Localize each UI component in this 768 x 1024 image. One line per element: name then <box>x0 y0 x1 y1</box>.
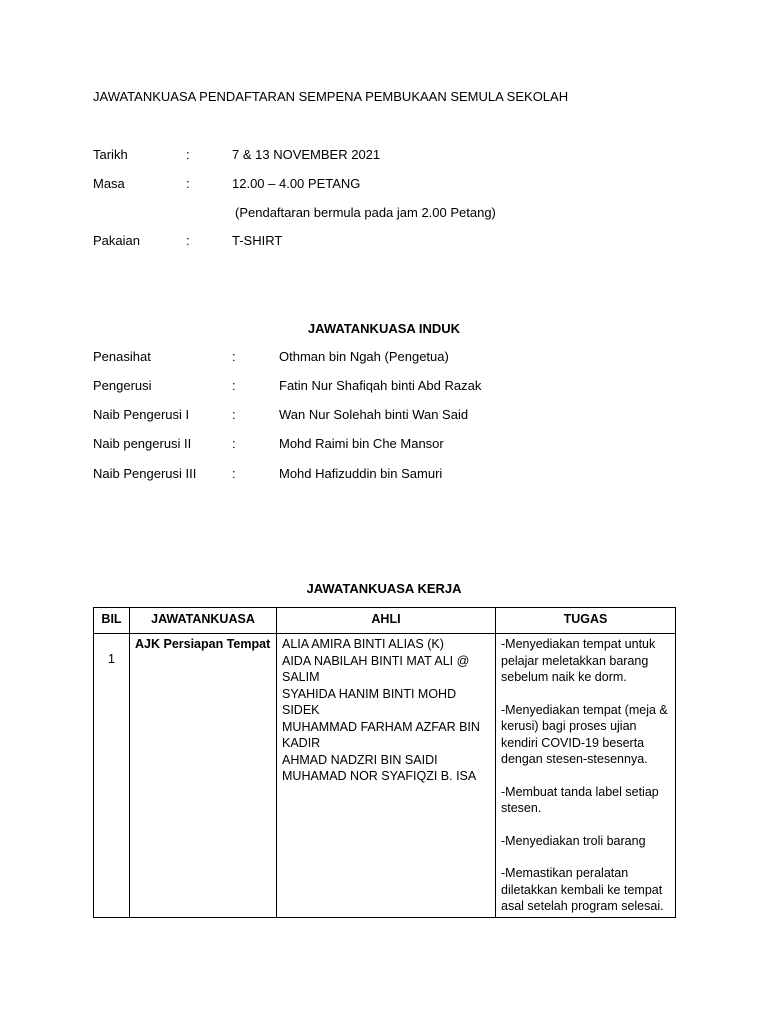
masa-note: (Pendaftaran bermula pada jam 2.00 Petang) <box>235 205 496 220</box>
masa-colon: : <box>186 176 190 191</box>
tugas-item: -Menyediakan tempat (meja & kerusi) bagi proses ujian kendiri COVID-19 beserta dengan stesen-stesennya. <box>501 702 668 766</box>
tugas-item: -Menyediakan tempat untuk pelajar meletakkan barang sebelum naik ke dorm. <box>501 637 656 684</box>
header-jawatankuasa: JAWATANKUASA <box>130 608 277 634</box>
induk-name: Mohd Raimi bin Che Mansor <box>279 436 444 451</box>
ahli-line: ALIA AMIRA BINTI ALIAS (K) <box>282 637 444 651</box>
tarikh-label: Tarikh <box>93 147 128 162</box>
induk-role: Pengerusi <box>93 378 152 393</box>
induk-colon: : <box>232 378 236 393</box>
tugas-item: -Membuat tanda label setiap stesen. <box>501 784 659 815</box>
induk-colon: : <box>232 407 236 422</box>
induk-colon: : <box>232 436 236 451</box>
tugas-item: -Memastikan peralatan diletakkan kembali ke tempat asal setelah program selesai. <box>501 866 664 913</box>
ahli-line: KADIR <box>282 736 321 750</box>
induk-role: Naib pengerusi II <box>93 436 192 451</box>
header-bil: BIL <box>94 608 130 634</box>
induk-name: Fatin Nur Shafiqah binti Abd Razak <box>279 378 482 393</box>
induk-role: Naib Pengerusi I <box>93 407 190 422</box>
masa-value: 12.00 – 4.00 PETANG <box>232 176 361 191</box>
kerja-heading: JAWATANKUASA KERJA <box>306 581 462 596</box>
induk-role: Naib Pengerusi III <box>93 466 197 481</box>
induk-name: Wan Nur Solehah binti Wan Said <box>279 407 469 422</box>
row-jawatankuasa: AJK Persiapan Tempat <box>130 634 277 918</box>
induk-colon: : <box>232 466 236 481</box>
ahli-line: MUHAMMAD FARHAM AZFAR BIN <box>282 719 480 734</box>
document-title: JAWATANKUASA PENDAFTARAN SEMPENA PEMBUKAAN SEMULA SEKOLAH <box>93 89 569 104</box>
induk-name: Othman bin Ngah (Pengetua) <box>279 349 449 364</box>
table-header-row <box>94 608 676 634</box>
induk-role: Penasihat <box>93 349 151 364</box>
row-bil: 1 <box>94 634 130 918</box>
tarikh-value: 7 & 13 NOVEMBER 2021 <box>232 147 381 162</box>
kerja-table <box>93 607 676 918</box>
induk-name: Mohd Hafizuddin bin Samuri <box>279 466 443 481</box>
pakaian-label: Pakaian <box>93 233 140 248</box>
ahli-line: SIDEK <box>282 703 320 717</box>
ahli-line: MUHAMAD NOR SYAFIQZI B. ISA <box>282 769 477 783</box>
tugas-item: -Menyediakan troli barang <box>501 833 646 848</box>
row-tugas <box>496 634 676 918</box>
tarikh-colon: : <box>186 147 190 162</box>
masa-label: Masa <box>93 176 125 191</box>
table-row <box>94 634 676 918</box>
pakaian-colon: : <box>186 233 190 248</box>
induk-colon: : <box>232 349 236 364</box>
header-tugas: TUGAS <box>496 608 676 634</box>
header-ahli: AHLI <box>277 608 496 634</box>
ahli-line: AIDA NABILAH BINTI MAT ALI @ <box>282 653 470 668</box>
ahli-line: AHMAD NADZRI BIN SAIDI <box>282 752 438 767</box>
pakaian-value: T-SHIRT <box>232 233 283 248</box>
induk-heading: JAWATANKUASA INDUK <box>307 321 461 336</box>
row-ahli <box>277 634 496 918</box>
ahli-line: SALIM <box>282 670 320 684</box>
ahli-line: SYAHIDA HANIM BINTI MOHD <box>282 686 457 701</box>
